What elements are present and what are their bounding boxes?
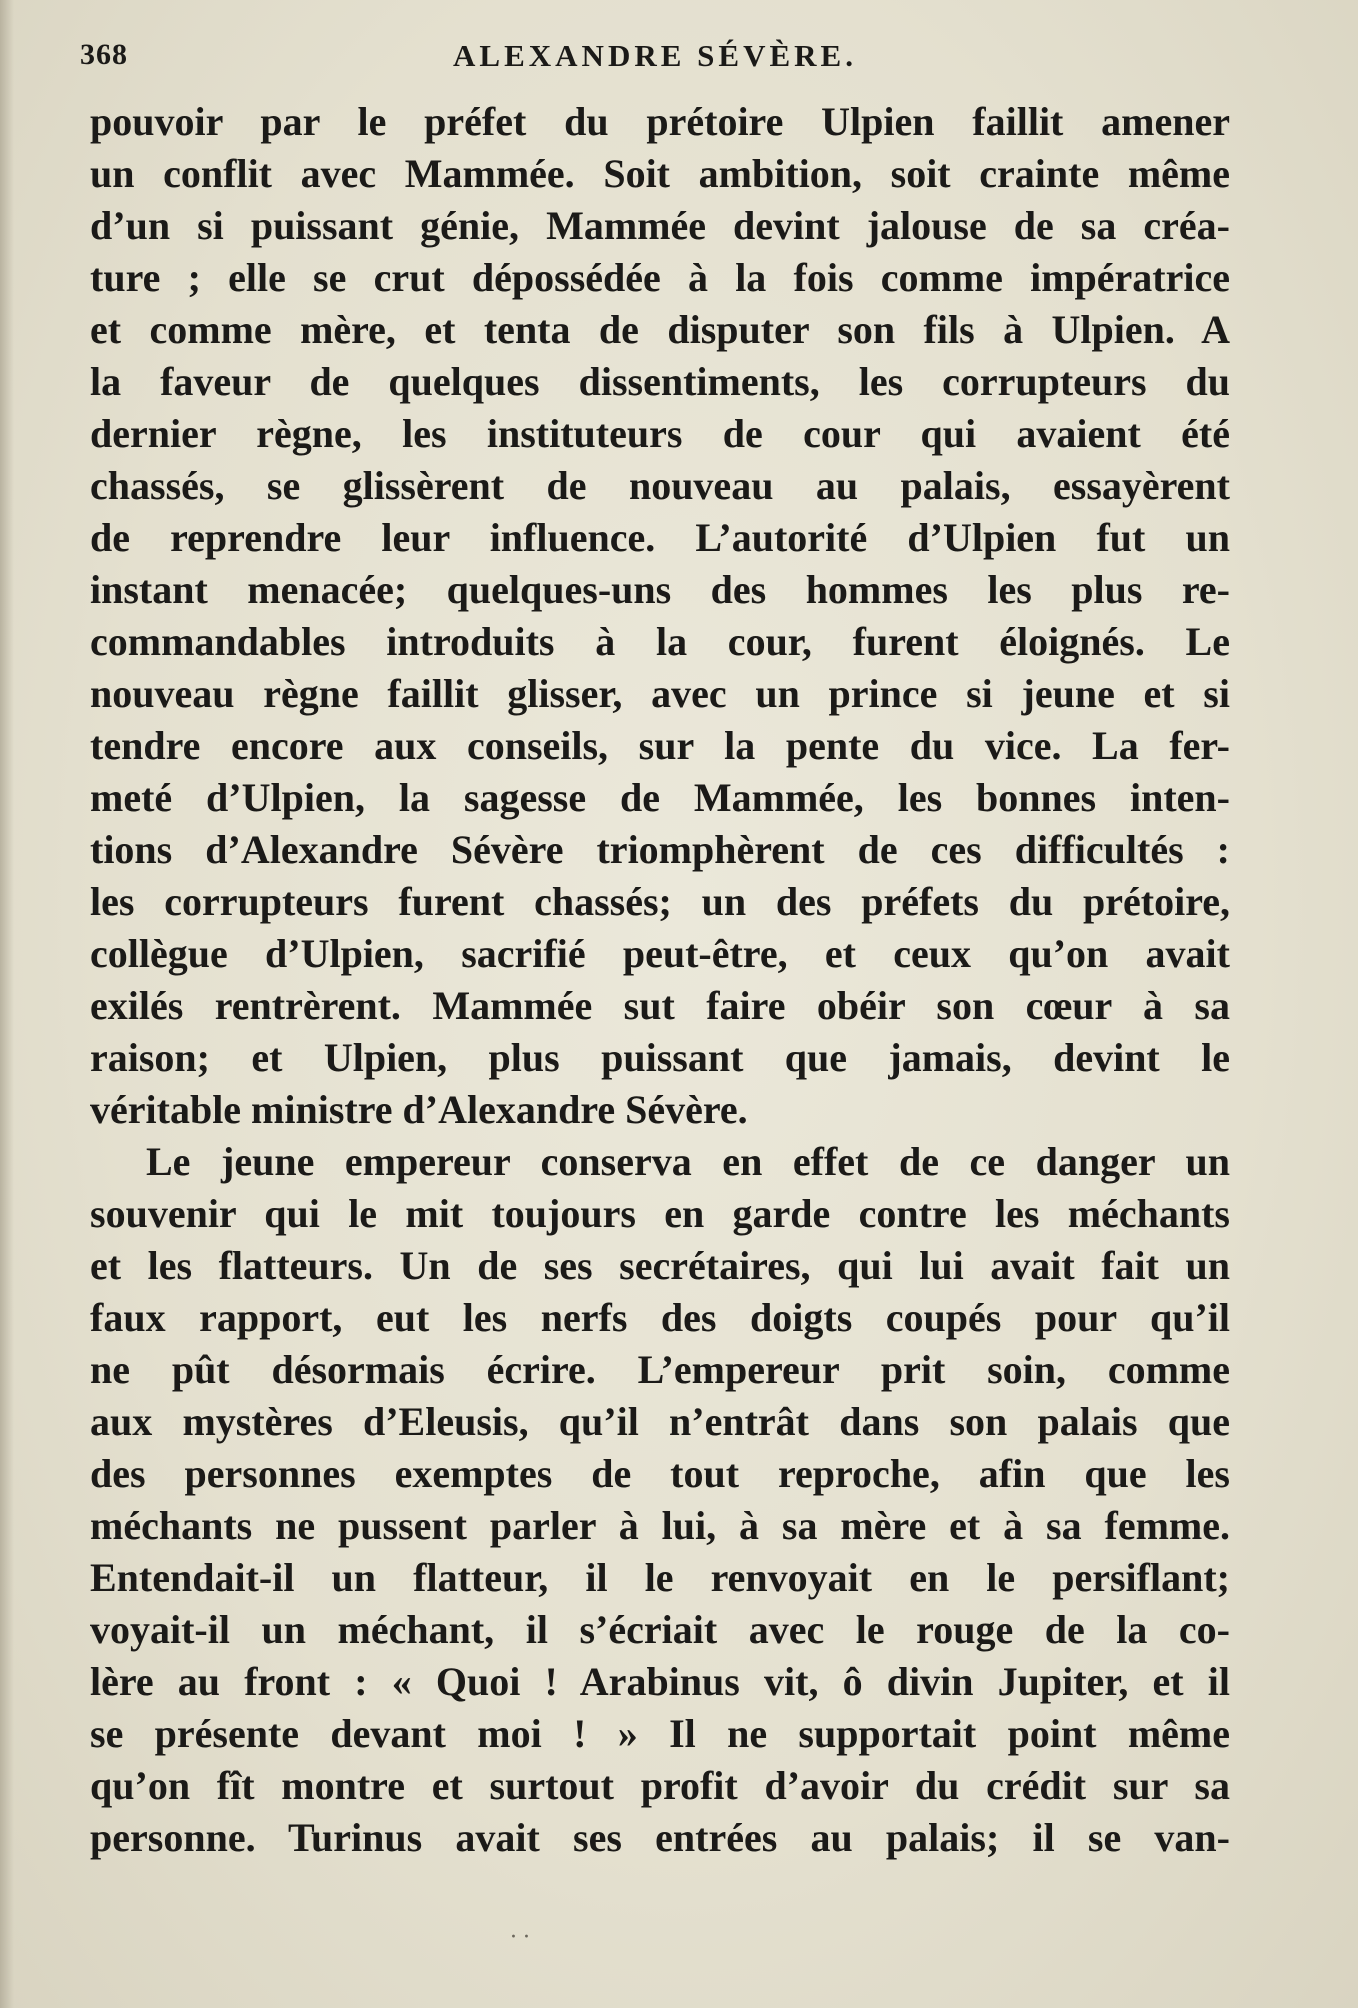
text-line: souvenir qui le mit toujours en garde contre les méchants bbox=[90, 1191, 1230, 1236]
text-line: et comme mère, et tenta de disputer son fils à Ulpien. A bbox=[90, 307, 1230, 352]
text-line: ne pût désormais écrire. L’empereur prit soin, comme bbox=[90, 1347, 1230, 1392]
text-line: Entendait-il un flatteur, il le renvoyait en le persiflant; bbox=[90, 1555, 1230, 1600]
paragraph-1 bbox=[90, 96, 1230, 1136]
page-header bbox=[80, 30, 1230, 80]
text-line: collègue d’Ulpien, sacrifié peut-être, et ceux qu’on avait bbox=[90, 931, 1230, 976]
text-line: méchants ne pussent parler à lui, à sa mère et à sa femme. bbox=[90, 1503, 1230, 1548]
text-line: lère au front : « Quoi ! Arabinus vit, ô divin Jupiter, et il bbox=[90, 1659, 1230, 1704]
text-line: de reprendre leur influence. L’autorité d’Ulpien fut un bbox=[90, 515, 1230, 560]
text-line: dernier règne, les instituteurs de cour qui avaient été bbox=[90, 411, 1230, 456]
text-line: instant menacée; quelques-uns des hommes les plus re- bbox=[90, 567, 1230, 612]
paragraph-2 bbox=[90, 1136, 1230, 1864]
page-gutter-shadow bbox=[0, 0, 14, 2008]
text-line: raison; et Ulpien, plus puissant que jamais, devint le bbox=[90, 1035, 1230, 1080]
text-line: et les flatteurs. Un de ses secrétaires, qui lui avait fait un bbox=[90, 1243, 1230, 1288]
text-line: ture ; elle se crut dépossédée à la fois comme impératrice bbox=[90, 255, 1230, 300]
body-text bbox=[90, 96, 1230, 1864]
text-line: les corrupteurs furent chassés; un des préfets du prétoire, bbox=[90, 879, 1230, 924]
text-line: commandables introduits à la cour, furent éloignés. Le bbox=[90, 619, 1230, 664]
text-line: meté d’Ulpien, la sagesse de Mammée, les bonnes inten- bbox=[90, 775, 1230, 820]
text-line: un conflit avec Mammée. Soit ambition, soit crainte même bbox=[90, 151, 1230, 196]
printer-specks: ·· bbox=[510, 1925, 536, 1950]
text-line: aux mystères d’Eleusis, qu’il n’entrât dans son palais que bbox=[90, 1399, 1230, 1444]
text-line: exilés rentrèrent. Mammée sut faire obéir son cœur à sa bbox=[90, 983, 1230, 1028]
text-line: Le jeune empereur conserva en effet de ce danger un bbox=[146, 1139, 1230, 1184]
page-number: 368 bbox=[80, 38, 128, 71]
text-line: des personnes exemptes de tout reproche, afin que les bbox=[90, 1451, 1230, 1496]
text-line: personne. Turinus avait ses entrées au palais; il se van- bbox=[90, 1815, 1230, 1860]
text-line: la faveur de quelques dissentiments, les corrupteurs du bbox=[90, 359, 1230, 404]
text-line: d’un si puissant génie, Mammée devint jalouse de sa créa- bbox=[90, 203, 1230, 248]
text-line: tendre encore aux conseils, sur la pente du vice. La fer- bbox=[90, 723, 1230, 768]
text-line: faux rapport, eut les nerfs des doigts coupés pour qu’il bbox=[90, 1295, 1230, 1340]
text-line: pouvoir par le préfet du prétoire Ulpien faillit amener bbox=[90, 99, 1230, 144]
text-line: qu’on fît montre et surtout profit d’avoir du crédit sur sa bbox=[90, 1763, 1230, 1808]
text-line: se présente devant moi ! » Il ne supportait point même bbox=[90, 1711, 1230, 1756]
text-line: nouveau règne faillit glisser, avec un prince si jeune et si bbox=[90, 671, 1230, 716]
text-line: véritable ministre d’Alexandre Sévère. bbox=[90, 1087, 748, 1132]
text-line: tions d’Alexandre Sévère triomphèrent de ces difficultés : bbox=[90, 827, 1230, 872]
running-head: ALEXANDRE SÉVÈRE. bbox=[453, 38, 857, 73]
text-line: voyait-il un méchant, il s’écriait avec le rouge de la co- bbox=[90, 1607, 1230, 1652]
text-line: chassés, se glissèrent de nouveau au palais, essayèrent bbox=[90, 463, 1230, 508]
